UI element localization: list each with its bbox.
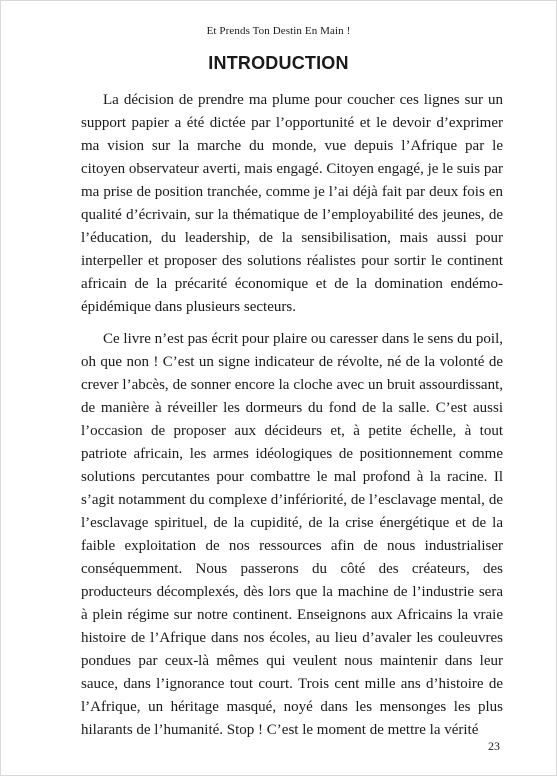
page-number: 23 (488, 739, 500, 753)
chapter-title: INTRODUCTION (208, 53, 349, 73)
body-text (81, 89, 503, 742)
paragraph-1: La décision de prendre ma plume pour coucher ces lignes sur un support papier a été dictée par l’opportunité et le devoir d’exprimer ma vision sur la marche du monde, vue depuis l’Afrique par le citoyen observateur averti, mais engagé. Citoyen engagé, je le suis par ma prise de position tranchée, comme je l’ai déjà fait par deux fois en qualité d’écrivain, sur la thématique de l’employabilité des jeunes, de l’éducation, du leadership, de la sensibilisation, mais aussi pour interpeller et proposer des solutions réalistes pour sortir le continent africain de la précarité économique et de la domination endémo-épidémique dans plusieurs secteurs. (81, 92, 503, 315)
paragraph-2: Ce livre n’est pas écrit pour plaire ou caresser dans le sens du poil, oh que non ! C’est un signe indicateur de révolte, né de la volonté de crever l’abcès, de sonner encore la cloche avec un bruit assourdissant, de manière à réveiller les dormeurs du fond de la salle. C’est aussi l’occasion de proposer aux décideurs et, à petite échelle, à tout patriote africain, les armes idéologiques de positionnement comme solutions percutantes pour combattre le mal profond à la racine. Il s’agit notamment du complexe d’infériorité, de l’esclavage mental, de l’esclavage spirituel, de la cupidité, de la crise énergétique et de la faible exploitation de nos ressources afin de nous industrialiser conséquemment. Nous passerons du côté des créateurs, des producteurs décomplexés, dès lors que la machine de l’industrie sera à plein régime sur notre continent. Enseignons aux Africains la vraie histoire de l’Afrique dans nos écoles, au lieu d’avaler les couleuvres pondues par ceux-là mêmes qui veulent nous maintenir dans leur sauce, dans l’ignorance tout court. Trois cent mille ans d’histoire de l’Afrique, un héritage masqué, noyé dans les mensonges les plus hilarants de l’humanité. Stop ! C’est le moment de mettre la vérité (81, 331, 503, 738)
running-head: Et Prends Ton Destin En Main ! (206, 25, 351, 37)
